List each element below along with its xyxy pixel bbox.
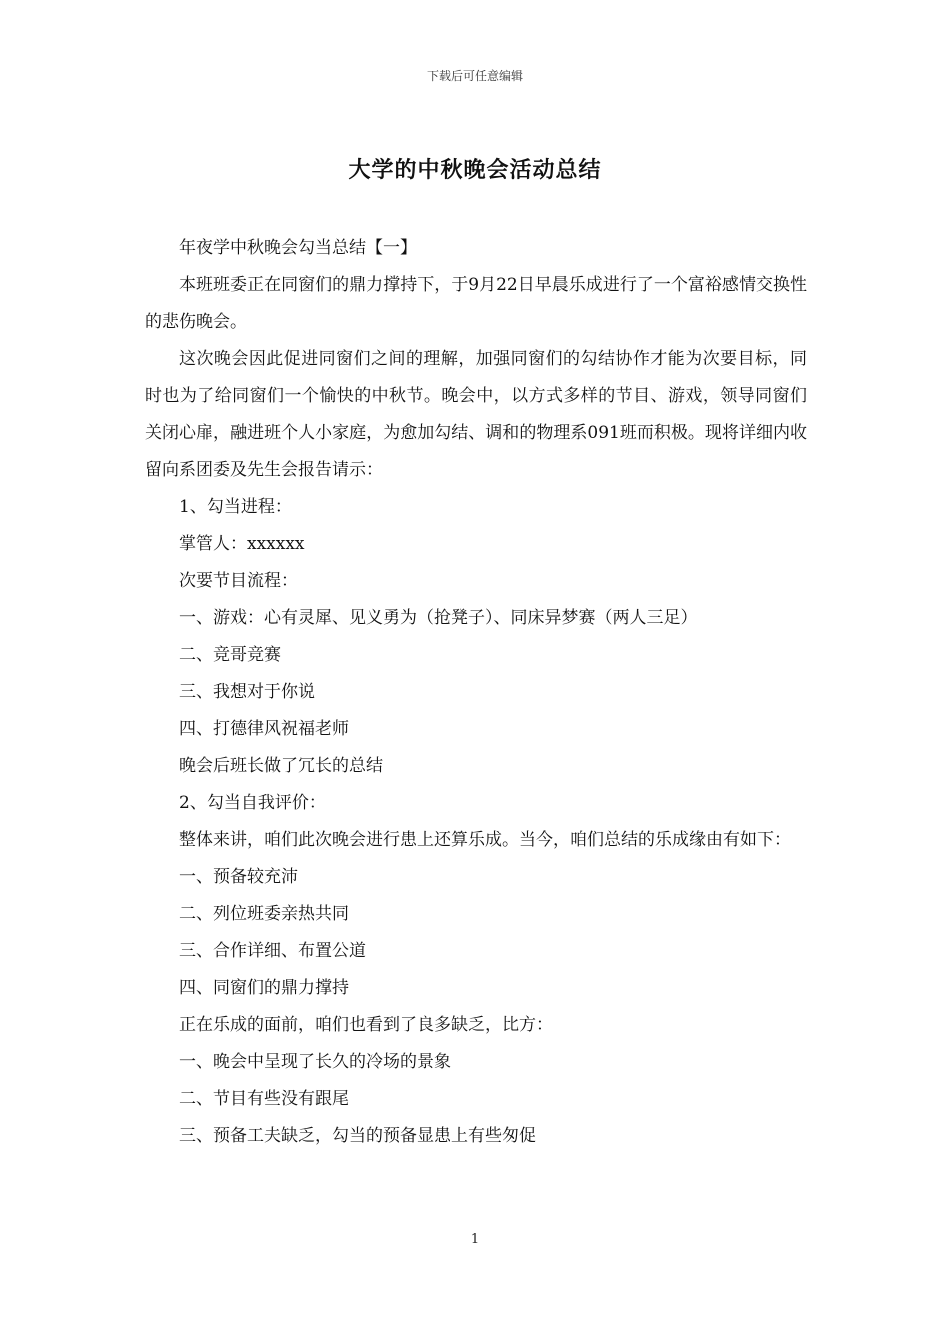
paragraph: 四、同窗们的鼎力撑持 <box>179 978 349 998</box>
paragraph: 正在乐成的面前，咱们也看到了良多缺乏，比方： <box>179 1015 553 1035</box>
paragraph: 这次晚会因此促进同窗们之间的理解，加强同窗们的勾结协作才能为次要目标，同时也为了给同窗们一个愉快的中秋节。晚会中，以方式多样的节目、游戏，领导同窗们关闭心扉，融进班个人小家庭，为愈加勾结、调和的物理系091班而积极。现将详细内收留向系团委及先生会报告请示： <box>145 349 807 480</box>
paragraph: 三、我想对于你说 <box>179 682 315 702</box>
paragraph: 三、合作详细、布置公道 <box>179 941 366 961</box>
paragraph: 一、晚会中呈现了长久的冷场的景象 <box>179 1052 451 1072</box>
paragraph: 本班班委正在同窗们的鼎力撑持下，于9月22日早晨乐成进行了一个富裕感情交换性的悲伤晚会。 <box>145 275 807 332</box>
paragraph: 整体来讲，咱们此次晚会进行患上还算乐成。当今，咱们总结的乐成缘由有如下： <box>179 830 791 850</box>
page-number: 1 <box>470 1232 480 1247</box>
paragraph: 四、打德律风祝福老师 <box>179 719 349 739</box>
paragraph: 年夜学中秋晚会勾当总结【一】 <box>179 238 417 258</box>
paragraph: 二、节目有些没有跟尾 <box>179 1089 349 1109</box>
paragraph: 掌管人：xxxxxx <box>179 534 305 554</box>
paragraph: 一、预备较充沛 <box>179 867 298 887</box>
paragraph: 二、竞哥竞赛 <box>179 645 281 665</box>
paragraph: 二、列位班委亲热共同 <box>179 904 349 924</box>
paragraph: 次要节目流程： <box>179 571 298 591</box>
paragraph: 2、勾当自我评价： <box>179 793 326 813</box>
document-title: 大学的中秋晚会活动总结 <box>348 157 602 183</box>
paragraph: 1、勾当进程： <box>179 497 292 517</box>
paragraph: 一、游戏：心有灵犀、见义勇为（抢凳子）、同床异梦赛（两人三足） <box>179 608 698 628</box>
paragraph: 三、预备工夫缺乏，勾当的预备显患上有些匆促 <box>179 1126 536 1146</box>
paragraph: 晚会后班长做了冗长的总结 <box>179 756 383 776</box>
page-header: 下载后可任意编辑 <box>426 69 523 83</box>
document-body <box>145 230 807 1155</box>
